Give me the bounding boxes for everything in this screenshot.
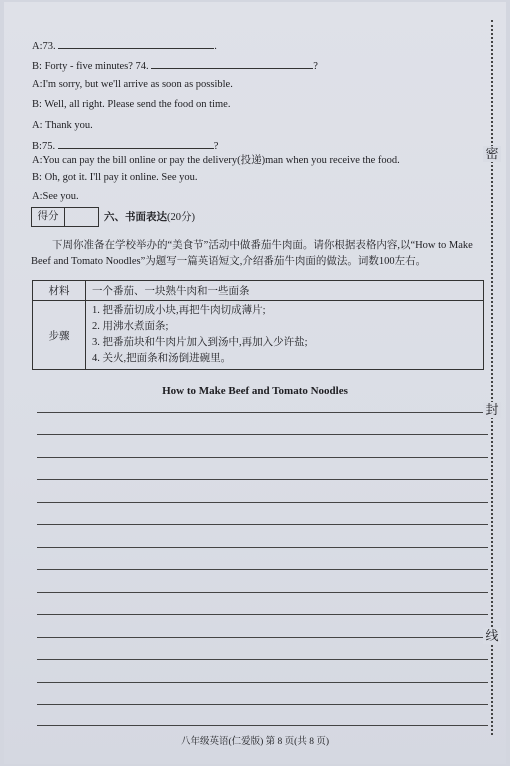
writing-line[interactable]	[37, 412, 488, 413]
task-table	[32, 280, 484, 370]
dialog-text: 73.	[42, 41, 56, 52]
binding-mark-mi: 密	[483, 146, 501, 162]
speaker-label: B	[32, 99, 40, 110]
answer-blank-73[interactable]	[58, 38, 214, 49]
steps-label: 步骤	[33, 301, 86, 370]
answer-blank-75[interactable]	[58, 138, 214, 149]
dialog-text: Oh, got it. I'll pay it online. See you.	[44, 172, 198, 183]
writing-instructions: 下周你准备在学校举办的“美食节”活动中做番茄牛肉面。请你根据表格内容,以“How to Make Beef and Tomato Noodles”为题写一篇英语短文,介绍番茄牛肉面的做法。词数100左右。	[31, 240, 473, 267]
writing-line[interactable]	[37, 479, 488, 480]
answer-blank-74[interactable]	[151, 58, 313, 69]
writing-line[interactable]	[37, 659, 488, 660]
dialog-text: 75.	[41, 141, 56, 152]
writing-line[interactable]	[37, 547, 488, 548]
writing-line[interactable]	[37, 524, 488, 525]
binding-mark-feng: 封	[483, 402, 501, 418]
dialog-text: You can pay the bill online or pay the delivery(投递)man when you receive the food.	[42, 155, 400, 166]
page-footer: 八年级英语(仁爱版) 第 8 页(共 8 页)	[180, 737, 330, 747]
step-item: 2. 用沸水煮面条;	[92, 321, 169, 332]
exam-page	[4, 2, 506, 764]
section-points: (20分)	[167, 212, 195, 223]
dialog-line-74: B: Forty - five minutes? 74. ?	[32, 58, 318, 72]
step-item: 1. 把番茄切成小块,再把牛肉切成薄片;	[92, 305, 266, 316]
dialog-text: See you.	[42, 191, 79, 202]
speaker-label: B	[32, 61, 40, 72]
dialog-line: B: Well, all right. Please send the food on time.	[32, 99, 231, 110]
score-label: 得分	[32, 208, 65, 226]
table-row	[33, 281, 484, 301]
binding-mark-xian: 线	[483, 628, 501, 644]
writing-line[interactable]	[37, 614, 488, 615]
speaker-label: B	[32, 172, 40, 183]
dialog-text: I'm sorry, but we'll arrive as soon as possible.	[42, 79, 233, 90]
section-title	[104, 209, 195, 224]
writing-line[interactable]	[37, 502, 488, 503]
score-box[interactable]	[31, 207, 99, 227]
dialog-line: A:I'm sorry, but we'll arrive as soon as possible.	[32, 79, 233, 90]
speaker-label: A	[32, 191, 40, 202]
dialog-line-75: B:75. ?	[32, 138, 218, 152]
writing-line[interactable]	[37, 637, 488, 638]
speaker-label: A	[32, 79, 40, 90]
writing-line[interactable]	[37, 569, 488, 570]
dialog-text: Thank you.	[44, 120, 93, 131]
dialog-line: B: Oh, got it. I'll pay it online. See you.	[32, 172, 198, 183]
step-item: 4. 关火,把面条和汤倒进碗里。	[92, 353, 232, 364]
dialog-text: Well, all right. Please send the food on time.	[44, 99, 231, 110]
writing-line[interactable]	[37, 434, 488, 435]
steps-list	[86, 301, 484, 370]
dialog-line: A:See you.	[32, 191, 79, 202]
essay-title: How to Make Beef and Tomato Noodles	[162, 385, 348, 397]
dialog-line: A:You can pay the bill online or pay the delivery(投递)man when you receive the food.	[32, 155, 400, 166]
dialog-line: A: Thank you.	[32, 120, 93, 131]
writing-line[interactable]	[37, 682, 488, 683]
score-field[interactable]	[65, 208, 98, 226]
step-item: 3. 把番茄块和牛肉片加入到汤中,再加入少许盐;	[92, 337, 308, 348]
speaker-label: A	[32, 120, 40, 131]
dialog-text: Forty - five minutes? 74.	[44, 61, 149, 72]
writing-line[interactable]	[37, 704, 488, 705]
writing-line[interactable]	[37, 457, 488, 458]
materials-label: 材料	[33, 281, 86, 301]
table-row	[33, 301, 484, 370]
speaker-label: B	[32, 141, 40, 152]
materials-value: 一个番茄、一块熟牛肉和一些面条	[86, 281, 484, 301]
writing-line[interactable]	[37, 592, 488, 593]
writing-line[interactable]	[37, 725, 488, 726]
section-title-text: 六、书面表达	[104, 212, 167, 223]
speaker-label: A	[32, 155, 40, 166]
dialog-line-73: A:73. .	[32, 38, 217, 52]
speaker-label: A	[32, 41, 40, 52]
